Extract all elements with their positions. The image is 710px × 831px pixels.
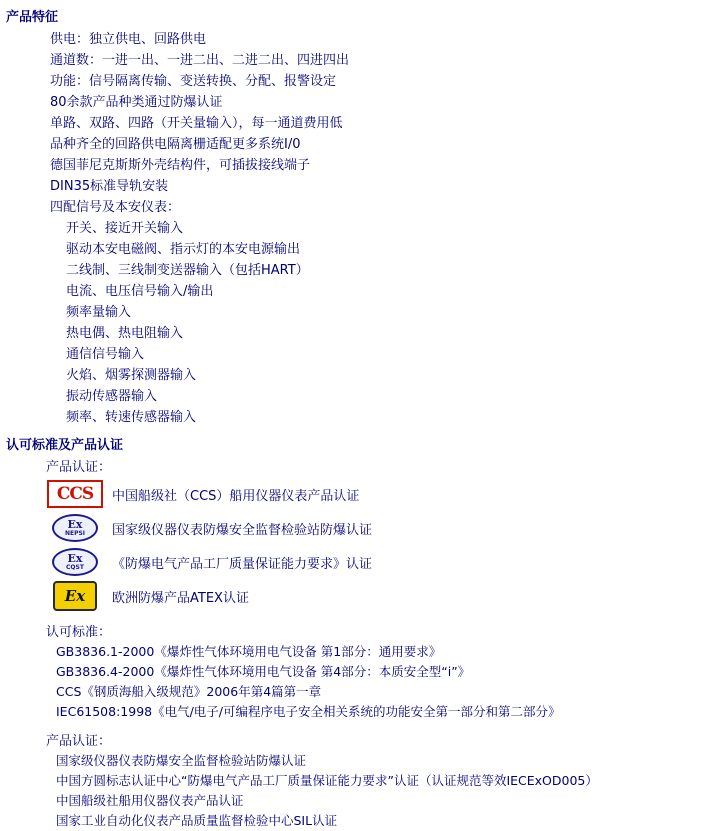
standard-item: GB3836.4-2000《爆炸性气体环境用电气设备 第4部分：本质安全型“i”》 [56, 664, 471, 679]
cert-item: 中国方圆标志认证中心“防爆电气产品工厂质量保证能力要求”认证（认证规范等效IECExOD005） [56, 773, 598, 788]
ex-mark-text: Ex [67, 518, 83, 531]
certification-row [46, 511, 710, 545]
ex-sub-text: CQST [66, 564, 84, 571]
ex-sub-text: NEPSI [64, 530, 86, 537]
feature-item: 通道数：一进一出、一进二出、二进二出、四进四出 [50, 53, 350, 68]
certification-label: 中国船级社（CCS）船用仪器仪表产品认证 [112, 488, 360, 504]
standards-section-title: 认可标准及产品认证 [6, 438, 124, 453]
ex-oval-icon [46, 513, 104, 543]
feature-item: 频率、转速传感器输入 [66, 410, 197, 425]
feature-item: 频率量输入 [66, 305, 132, 320]
standards-label: 认可标准： [46, 625, 112, 640]
ex-mark-text: Ex [67, 552, 83, 565]
ex-oval-box [52, 548, 98, 576]
ccs-logo-box [47, 480, 103, 508]
cert-item: 中国船级社船用仪器仪表产品认证 [56, 793, 244, 808]
standard-item: IEC61508:1998《电气/电子/可编程序电子安全相关系统的功能安全第一部分和第二部分》 [56, 704, 561, 719]
feature-item: 火焰、烟雾探测器输入 [66, 368, 197, 383]
feature-item: 四配信号及本安仪表： [50, 200, 181, 215]
cert-items-list [0, 751, 710, 831]
feature-item: 品种齐全的回路供电隔离栅适配更多系统I/0 [50, 137, 301, 152]
cert-item: 国家级仪器仪表防爆安全监督检验站防爆认证 [56, 753, 307, 768]
feature-item: 80余款产品种类通过防爆认证 [50, 95, 223, 110]
certification-rows [0, 477, 710, 613]
ex-mark-text: Ex [64, 587, 86, 605]
certification-label: 欧洲防爆产品ATEX认证 [112, 590, 249, 606]
features-section-title: 产品特征 [6, 10, 59, 25]
feature-item: 开关、接近开关输入 [66, 221, 184, 236]
feature-item: 驱动本安电磁阀、指示灯的本安电源输出 [66, 242, 301, 257]
certification-label: 国家级仪器仪表防爆安全监督检验站防爆认证 [112, 522, 373, 538]
feature-item: 德国菲尼克斯斯外壳结构件，可插拔接线端子 [50, 158, 311, 173]
atex-badge-box [53, 581, 97, 611]
feature-item: 振动传感器输入 [66, 389, 158, 404]
standard-item: CCS《钢质海船入级规范》2006年第4篇第一章 [56, 684, 322, 699]
standard-item: GB3836.1-2000《爆炸性气体环境用电气设备 第1部分：通用要求》 [56, 644, 442, 659]
ccs-logo-text: CCS [56, 484, 94, 504]
ex-oval-icon [46, 547, 104, 577]
feature-item: 热电偶、热电阻输入 [66, 326, 184, 341]
feature-item: 二线制、三线制变送器输入（包括HART） [66, 263, 309, 278]
certification-row [46, 477, 710, 511]
atex-ex-icon [46, 581, 104, 611]
certification-label: 《防爆电气产品工厂质量保证能力要求》认证 [112, 556, 373, 572]
ccs-logo-icon [46, 479, 104, 509]
cert-label: 产品认证： [46, 734, 112, 749]
certification-row [46, 545, 710, 579]
product-cert-label: 产品认证： [46, 460, 112, 475]
feature-item: 供电：独立供电、回路供电 [50, 32, 207, 47]
cert-item: 国家工业自动化仪表产品质量监督检验中心SIL认证 [56, 813, 338, 828]
feature-item: 电流、电压信号输入/输出 [66, 284, 214, 299]
feature-item: DIN35标准导轨安装 [50, 179, 169, 194]
certification-row [46, 579, 710, 613]
feature-item: 单路、双路、四路（开关量输入），每一通道费用低 [50, 116, 343, 131]
ex-oval-box [52, 514, 98, 542]
feature-item: 通信信号输入 [66, 347, 145, 362]
feature-item: 功能：信号隔离传输、变送转换、分配、报警设定 [50, 74, 337, 89]
standards-list [0, 642, 710, 722]
features-list [0, 29, 710, 428]
